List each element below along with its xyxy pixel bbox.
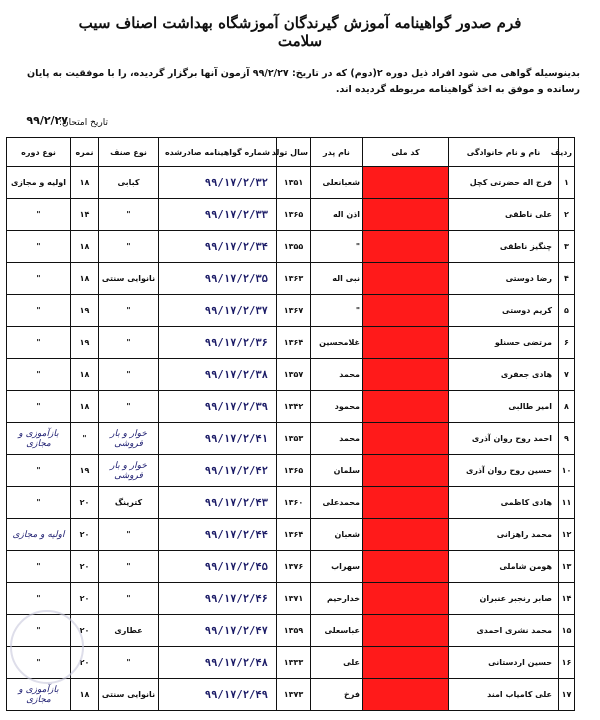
father-name: فرخ bbox=[311, 679, 363, 711]
guild-type: عطاری bbox=[99, 615, 159, 647]
table-row bbox=[7, 615, 575, 647]
course-type: " bbox=[7, 551, 71, 583]
cert-number: ۹۹/۱۷/۲/۴۶ bbox=[159, 583, 277, 615]
table-row bbox=[7, 327, 575, 359]
score: ۲۰ bbox=[71, 583, 99, 615]
guild-type: خوار و بار فروشی bbox=[99, 455, 159, 487]
cert-number: ۹۹/۱۷/۲/۴۵ bbox=[159, 551, 277, 583]
course-type: " bbox=[7, 263, 71, 295]
row-number: ۷ bbox=[559, 359, 575, 391]
guild-type: کبابی bbox=[99, 167, 159, 199]
national-code-redacted bbox=[363, 583, 449, 615]
score: ۱۸ bbox=[71, 167, 99, 199]
header-score: نمره bbox=[71, 138, 99, 167]
trainee-name: رضا دوستی bbox=[449, 263, 559, 295]
row-number: ۸ bbox=[559, 391, 575, 423]
cert-number: ۹۹/۱۷/۲/۳۵ bbox=[159, 263, 277, 295]
table-row bbox=[7, 295, 575, 327]
table-row bbox=[7, 359, 575, 391]
score: ۲۰ bbox=[71, 615, 99, 647]
row-number: ۶ bbox=[559, 327, 575, 359]
row-number: ۱۳ bbox=[559, 551, 575, 583]
national-code-redacted bbox=[363, 615, 449, 647]
father-name: محمد bbox=[311, 423, 363, 455]
table-row bbox=[7, 487, 575, 519]
table-row bbox=[7, 551, 575, 583]
table-row bbox=[7, 263, 575, 295]
score: ۱۸ bbox=[71, 359, 99, 391]
score: ۲۰ bbox=[71, 551, 99, 583]
header-guild-type: نوع صنف bbox=[99, 138, 159, 167]
cert-number: ۹۹/۱۷/۲/۴۱ bbox=[159, 423, 277, 455]
course-type: بازآموزی و مجازی bbox=[7, 679, 71, 711]
guild-type: نانوایی سنتی bbox=[99, 263, 159, 295]
cert-number: ۹۹/۱۷/۲/۳۴ bbox=[159, 231, 277, 263]
birth-year: ۱۳۵۹ bbox=[277, 615, 311, 647]
score: ۱۹ bbox=[71, 295, 99, 327]
birth-year: ۱۳۶۴ bbox=[277, 519, 311, 551]
header-cert-number: شماره گواهینامه صادرشده bbox=[159, 138, 277, 167]
header-birth-year: سال تولد bbox=[277, 138, 311, 167]
score: ۲۰ bbox=[71, 519, 99, 551]
trainee-name: علی ناطقی bbox=[449, 199, 559, 231]
trainee-name: صابر رنجبر عنبران bbox=[449, 583, 559, 615]
guild-type: " bbox=[99, 327, 159, 359]
birth-year: ۱۳۷۱ bbox=[277, 583, 311, 615]
table-header-row bbox=[7, 138, 575, 167]
national-code-redacted bbox=[363, 455, 449, 487]
score: ۱۸ bbox=[71, 679, 99, 711]
father-name: علی bbox=[311, 647, 363, 679]
trainee-name: حسین روح روان آذری bbox=[449, 455, 559, 487]
cert-number: ۹۹/۱۷/۲/۴۳ bbox=[159, 487, 277, 519]
table-row bbox=[7, 199, 575, 231]
guild-type: خوار و بار فروشی bbox=[99, 423, 159, 455]
birth-year: ۱۳۷۶ bbox=[277, 551, 311, 583]
exam-date-value: ۹۹/۲/۲۷ bbox=[26, 114, 68, 127]
national-code-redacted bbox=[363, 487, 449, 519]
table-row bbox=[7, 455, 575, 487]
course-type: " bbox=[7, 647, 71, 679]
cert-number: ۹۹/۱۷/۲/۴۸ bbox=[159, 647, 277, 679]
national-code-redacted bbox=[363, 679, 449, 711]
father-name: اذن اله bbox=[311, 199, 363, 231]
course-type: " bbox=[7, 231, 71, 263]
header-national-code: کد ملی bbox=[363, 138, 449, 167]
intro-paragraph: بدینوسیله گواهی می شود افراد ذیل دوره ۲(دوم) که در تاریخ: ۹۹/۲/۲۷ آزمون آنها برگزار گردیده، را با موفقیت به پایان رسانده و موفق به اخذ گواهینامه مربوطه گردیده اند. bbox=[27, 68, 580, 95]
national-code-redacted bbox=[363, 167, 449, 199]
course-type: اولیه و مجازی bbox=[7, 519, 71, 551]
trainee-name: حسین اردستانی bbox=[449, 647, 559, 679]
cert-number: ۹۹/۱۷/۲/۳۲ bbox=[159, 167, 277, 199]
guild-type: کترینگ bbox=[99, 487, 159, 519]
course-type: " bbox=[7, 199, 71, 231]
course-type: " bbox=[7, 615, 71, 647]
table-row bbox=[7, 647, 575, 679]
course-type: " bbox=[7, 487, 71, 519]
national-code-redacted bbox=[363, 327, 449, 359]
guild-type: " bbox=[99, 295, 159, 327]
national-code-redacted bbox=[363, 231, 449, 263]
national-code-redacted bbox=[363, 295, 449, 327]
score: ۱۹ bbox=[71, 455, 99, 487]
trainee-name: مرتضی حسنلو bbox=[449, 327, 559, 359]
row-number: ۹ bbox=[559, 423, 575, 455]
score: ۲۰ bbox=[71, 487, 99, 519]
row-number: ۱۷ bbox=[559, 679, 575, 711]
table-row bbox=[7, 231, 575, 263]
guild-type: " bbox=[99, 551, 159, 583]
guild-type: " bbox=[99, 199, 159, 231]
birth-year: ۱۳۶۵ bbox=[277, 455, 311, 487]
guild-type: نانوایی سنتی bbox=[99, 679, 159, 711]
trainee-name: هادی جعفری bbox=[449, 359, 559, 391]
guild-type: " bbox=[99, 647, 159, 679]
score: ۲۰ bbox=[71, 647, 99, 679]
score: ۱۴ bbox=[71, 199, 99, 231]
table-row bbox=[7, 679, 575, 711]
course-type: " bbox=[7, 295, 71, 327]
birth-year: ۱۳۵۱ bbox=[277, 167, 311, 199]
father-name: خدارحیم bbox=[311, 583, 363, 615]
father-name: عباسعلی bbox=[311, 615, 363, 647]
father-name: " bbox=[311, 295, 363, 327]
trainee-name: محمد نشری احمدی bbox=[449, 615, 559, 647]
row-number: ۱۵ bbox=[559, 615, 575, 647]
father-name: سهراب bbox=[311, 551, 363, 583]
header-row-number: ردیف bbox=[559, 138, 575, 167]
header-course-type: نوع دوره bbox=[7, 138, 71, 167]
table-row bbox=[7, 167, 575, 199]
score: " bbox=[71, 423, 99, 455]
guild-type: " bbox=[99, 231, 159, 263]
cert-number: ۹۹/۱۷/۲/۳۸ bbox=[159, 359, 277, 391]
exam-date-label: تاریخ امتحان: bbox=[59, 118, 108, 128]
course-type: " bbox=[7, 391, 71, 423]
cert-number: ۹۹/۱۷/۲/۴۹ bbox=[159, 679, 277, 711]
trainee-name: کریم دوستی bbox=[449, 295, 559, 327]
cert-number: ۹۹/۱۷/۲/۳۷ bbox=[159, 295, 277, 327]
table-row bbox=[7, 583, 575, 615]
father-name: محمدعلی bbox=[311, 487, 363, 519]
course-type: " bbox=[7, 455, 71, 487]
birth-year: ۱۳۴۲ bbox=[277, 391, 311, 423]
guild-type: " bbox=[99, 583, 159, 615]
row-number: ۵ bbox=[559, 295, 575, 327]
trainee-name: هومن شاملی bbox=[449, 551, 559, 583]
birth-year: ۱۳۶۴ bbox=[277, 327, 311, 359]
birth-year: ۱۳۵۵ bbox=[277, 231, 311, 263]
row-number: ۳ bbox=[559, 231, 575, 263]
trainee-name: چنگیز ناطقی bbox=[449, 231, 559, 263]
course-type: بازآموزی و مجازی bbox=[7, 423, 71, 455]
course-type: " bbox=[7, 359, 71, 391]
header-father-name: نام پدر bbox=[311, 138, 363, 167]
birth-year: ۱۳۶۵ bbox=[277, 199, 311, 231]
row-number: ۱۱ bbox=[559, 487, 575, 519]
table-row bbox=[7, 519, 575, 551]
birth-year: ۱۳۷۳ bbox=[277, 679, 311, 711]
national-code-redacted bbox=[363, 359, 449, 391]
father-name: سلمان bbox=[311, 455, 363, 487]
score: ۱۸ bbox=[71, 391, 99, 423]
course-type: " bbox=[7, 583, 71, 615]
birth-year: ۱۳۵۳ bbox=[277, 423, 311, 455]
row-number: ۱۴ bbox=[559, 583, 575, 615]
course-type: " bbox=[7, 327, 71, 359]
header-name: نام و نام خانوادگی bbox=[449, 138, 559, 167]
faded-stamp bbox=[10, 610, 84, 684]
trainee-name: هادی کاظمی bbox=[449, 487, 559, 519]
row-number: ۱۲ bbox=[559, 519, 575, 551]
score: ۱۸ bbox=[71, 263, 99, 295]
guild-type: " bbox=[99, 359, 159, 391]
cert-number: ۹۹/۱۷/۲/۳۶ bbox=[159, 327, 277, 359]
birth-year: ۱۳۶۳ bbox=[277, 263, 311, 295]
national-code-redacted bbox=[363, 423, 449, 455]
row-number: ۱ bbox=[559, 167, 575, 199]
father-name: محمد bbox=[311, 359, 363, 391]
national-code-redacted bbox=[363, 263, 449, 295]
national-code-redacted bbox=[363, 391, 449, 423]
father-name: غلامحسین bbox=[311, 327, 363, 359]
row-number: ۱۶ bbox=[559, 647, 575, 679]
cert-number: ۹۹/۱۷/۲/۳۳ bbox=[159, 199, 277, 231]
cert-number: ۹۹/۱۷/۲/۴۷ bbox=[159, 615, 277, 647]
trainee-name: امیر طالبی bbox=[449, 391, 559, 423]
father-name: " bbox=[311, 231, 363, 263]
trainee-name: علی کامیاب امند bbox=[449, 679, 559, 711]
birth-year: ۱۳۶۰ bbox=[277, 487, 311, 519]
score: ۱۸ bbox=[71, 231, 99, 263]
father-name: شعبانعلی bbox=[311, 167, 363, 199]
guild-type: " bbox=[99, 519, 159, 551]
form-title: فرم صدور گواهینامه آموزش گیرندگان آموزشگاه بهداشت اصناف سیب سلامت bbox=[78, 14, 522, 50]
birth-year: ۱۳۵۷ bbox=[277, 359, 311, 391]
guild-type: " bbox=[99, 391, 159, 423]
national-code-redacted bbox=[363, 551, 449, 583]
trainee-name: فرج اله حضرتی کچل bbox=[449, 167, 559, 199]
trainee-name: احمد روح روان آذری bbox=[449, 423, 559, 455]
trainees-table bbox=[6, 137, 575, 711]
table-row bbox=[7, 391, 575, 423]
row-number: ۲ bbox=[559, 199, 575, 231]
cert-number: ۹۹/۱۷/۲/۳۹ bbox=[159, 391, 277, 423]
score: ۱۹ bbox=[71, 327, 99, 359]
national-code-redacted bbox=[363, 199, 449, 231]
national-code-redacted bbox=[363, 519, 449, 551]
row-number: ۴ bbox=[559, 263, 575, 295]
birth-year: ۱۳۳۳ bbox=[277, 647, 311, 679]
birth-year: ۱۳۶۷ bbox=[277, 295, 311, 327]
exam-date bbox=[4, 114, 108, 128]
table-row bbox=[7, 423, 575, 455]
course-type: اولیه و مجازی bbox=[7, 167, 71, 199]
father-name: محمود bbox=[311, 391, 363, 423]
cert-number: ۹۹/۱۷/۲/۴۲ bbox=[159, 455, 277, 487]
row-number: ۱۰ bbox=[559, 455, 575, 487]
father-name: نبی اله bbox=[311, 263, 363, 295]
national-code-redacted bbox=[363, 647, 449, 679]
father-name: شعبان bbox=[311, 519, 363, 551]
trainee-name: محمد راهزانی bbox=[449, 519, 559, 551]
cert-number: ۹۹/۱۷/۲/۴۴ bbox=[159, 519, 277, 551]
